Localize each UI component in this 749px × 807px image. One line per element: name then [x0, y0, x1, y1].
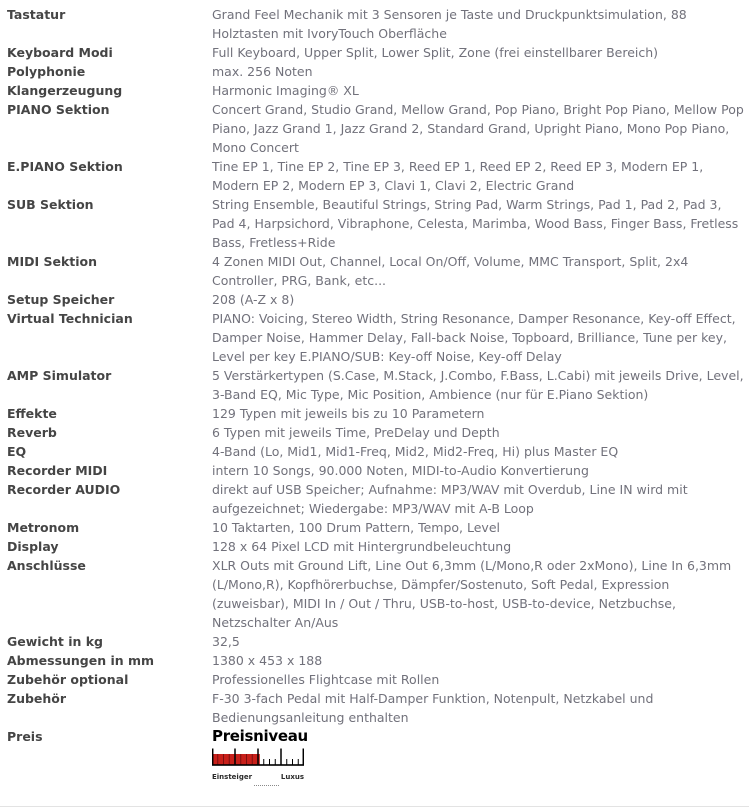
spec-label: Preis: [7, 729, 43, 744]
spec-row: [7, 404, 745, 423]
spec-label: Tastatur: [7, 7, 66, 22]
spec-label: Recorder AUDIO: [7, 482, 121, 497]
spec-value: 5 Verstärkertypen (S.Case, M.Stack, J.Combo, F.Bass, L.Cabi) mit jeweils Drive, Level, 3-Band EQ, Mic Type, Mic Position, Ambience (nur für E.Piano Sektion): [212, 368, 744, 402]
spec-value: direkt auf USB Speicher; Aufnahme: MP3/WAV mit Overdub, Line IN wird mit aufgezeichnet; Wiedergabe: MP3/WAV mit A-B Loop: [212, 482, 688, 516]
spec-value: intern 10 Songs, 90.000 Noten, MIDI-to-Audio Konvertierung: [212, 463, 589, 478]
price-scale-labels: [212, 768, 304, 787]
spec-value: 4-Band (Lo, Mid1, Mid1-Freq, Mid2, Mid2-Freq, Hi) plus Master EQ: [212, 444, 619, 459]
spec-value: 32,5: [212, 634, 240, 649]
spec-row: [7, 309, 745, 366]
spec-value: 208 (A-Z x 8): [212, 292, 295, 307]
spec-label: E.PIANO Sektion: [7, 159, 123, 174]
spec-row-price: [7, 727, 745, 787]
price-level-title: Preisniveau: [212, 727, 308, 745]
spec-table: [7, 5, 745, 787]
spec-label: Reverb: [7, 425, 57, 440]
spec-label: Anschlüsse: [7, 558, 86, 573]
spec-row: [7, 5, 745, 43]
spec-row: [7, 43, 745, 62]
spec-row: [7, 670, 745, 689]
spec-row: [7, 556, 745, 632]
spec-value: 6 Typen mit jeweils Time, PreDelay und Depth: [212, 425, 500, 440]
spec-row: [7, 537, 745, 556]
spec-value: max. 256 Noten: [212, 64, 313, 79]
spec-label: Klangerzeugung: [7, 83, 123, 98]
spec-label: EQ: [7, 444, 27, 459]
spec-value: Tine EP 1, Tine EP 2, Tine EP 3, Reed EP 1, Reed EP 2, Reed EP 3, Modern EP 1, Modern EP 2, Modern EP 3, Clavi 1, Clavi 2, Electric Grand: [212, 159, 704, 193]
spec-value: PIANO: Voicing, Stereo Width, String Resonance, Damper Resonance, Key-off Effect, Damper Noise, Hammer Delay, Fall-back Noise, Topboard, Brilliance, Tune per key, Level per key E.PIANO/SUB: Key-off Noise, Key-off Delay: [212, 311, 736, 364]
price-level-gauge: [212, 727, 745, 787]
spec-label: Polyphonie: [7, 64, 86, 79]
price-max-label: Luxus: [280, 773, 304, 781]
spec-row: [7, 195, 745, 252]
spec-label: Effekte: [7, 406, 57, 421]
spec-value: Professionelles Flightcase mit Rollen: [212, 672, 440, 687]
spec-row: [7, 366, 745, 404]
price-min-label: Einsteiger: [212, 773, 253, 781]
spec-row: [7, 157, 745, 195]
price-leader-line: [254, 779, 279, 786]
spec-value: Grand Feel Mechanik mit 3 Sensoren je Taste und Druckpunktsimulation, 88 Holztasten mit IvoryTouch Oberfläche: [212, 7, 687, 41]
spec-label: Abmessungen in mm: [7, 653, 155, 668]
spec-row: [7, 423, 745, 442]
spec-label: Virtual Technician: [7, 311, 133, 326]
spec-label: SUB Sektion: [7, 197, 94, 212]
spec-value: 128 x 64 Pixel LCD mit Hintergrundbeleuchtung: [212, 539, 512, 554]
price-level-gauge-body: [212, 727, 745, 787]
spec-label: Setup Speicher: [7, 292, 115, 307]
spec-row: [7, 290, 745, 309]
spec-label: Gewicht in kg: [7, 634, 104, 649]
price-scale-svg: [212, 744, 304, 767]
spec-row: [7, 632, 745, 651]
spec-value: Harmonic Imaging® XL: [212, 83, 359, 98]
price-scale-baseline: [212, 764, 304, 766]
spec-label: PIANO Sektion: [7, 102, 110, 117]
spec-row: [7, 252, 745, 290]
spec-label: AMP Simulator: [7, 368, 112, 383]
spec-row: [7, 461, 745, 480]
spec-row: [7, 62, 745, 81]
spec-row: [7, 81, 745, 100]
spec-row: [7, 518, 745, 537]
spec-value: 4 Zonen MIDI Out, Channel, Local On/Off, Volume, MMC Transport, Split, 2x4 Controller, PRG, Bank, etc...: [212, 254, 689, 288]
spec-label: Zubehör optional: [7, 672, 129, 687]
spec-row: [7, 480, 745, 518]
spec-label: Keyboard Modi: [7, 45, 113, 60]
spec-label: MIDI Sektion: [7, 254, 98, 269]
spec-value: Full Keyboard, Upper Split, Lower Split, Zone (frei einstellbarer Bereich): [212, 45, 659, 60]
spec-value: 10 Taktarten, 100 Drum Pattern, Tempo, Level: [212, 520, 500, 535]
spec-value: Concert Grand, Studio Grand, Mellow Grand, Pop Piano, Bright Pop Piano, Mellow Pop Piano, Jazz Grand 1, Jazz Grand 2, Standard Grand, Upright Piano, Mono Pop Piano, Mono Concert: [212, 102, 744, 155]
spec-value: 129 Typen mit jeweils bis zu 10 Parametern: [212, 406, 485, 421]
spec-value: 1380 x 453 x 188: [212, 653, 323, 668]
spec-row: [7, 442, 745, 461]
spec-row: [7, 689, 745, 727]
spec-value: String Ensemble, Beautiful Strings, String Pad, Warm Strings, Pad 1, Pad 2, Pad 3, Pad 4, Harpsichord, Vibraphone, Celesta, Marimba, Wood Bass, Finger Bass, Fretless Bass, Fretless+Ride: [212, 197, 739, 250]
spec-row: [7, 651, 745, 670]
spec-label: Metronom: [7, 520, 80, 535]
spec-value: F-30 3-fach Pedal mit Half-Damper Funktion, Notenpult, Netzkabel und Bedienungsanleitung enthalten: [212, 691, 654, 725]
spec-row: [7, 100, 745, 157]
spec-label: Zubehör: [7, 691, 67, 706]
spec-label: Display: [7, 539, 59, 554]
spec-value: XLR Outs mit Ground Lift, Line Out 6,3mm (L/Mono,R oder 2xMono), Line In 6,3mm (L/Mono,R), Kopfhörerbuchse, Dämpfer/Sostenuto, Soft Pedal, Expression (zuweisbar), MIDI In / Out / Thru, USB-to-host, USB-to-device, Netzbuchse, Netzschalter An/Aus: [212, 558, 732, 630]
spec-label: Recorder MIDI: [7, 463, 108, 478]
